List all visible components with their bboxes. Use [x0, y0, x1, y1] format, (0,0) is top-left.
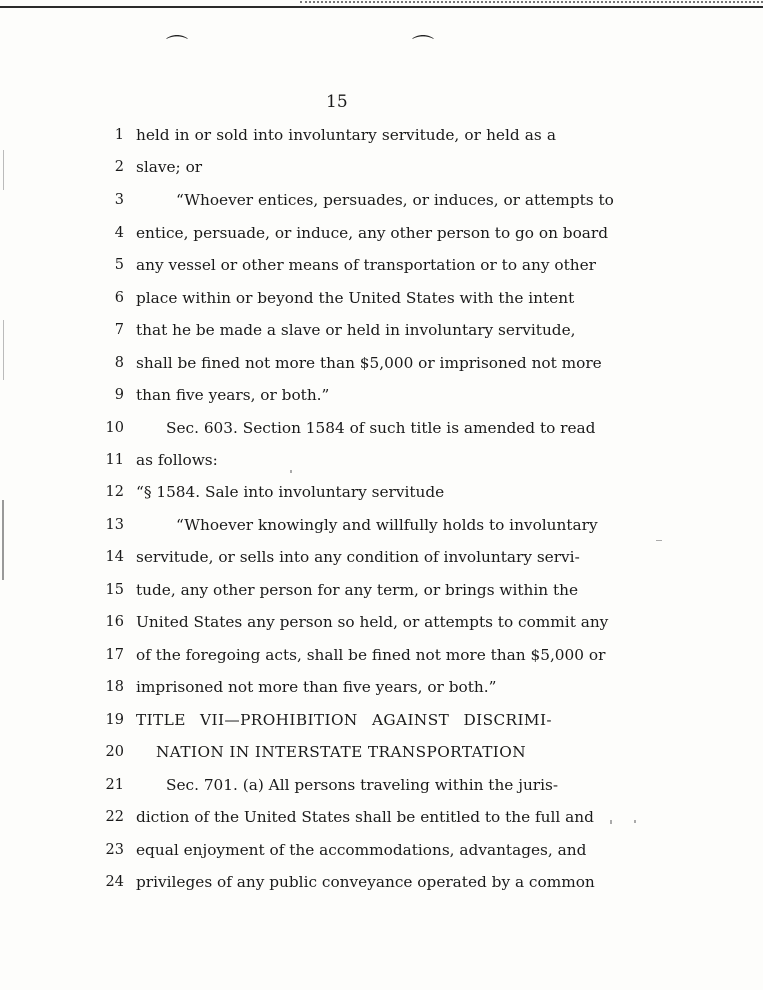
top-border-line: [0, 6, 763, 8]
line-number: 19: [105, 712, 124, 728]
line-text: tude, any other person for any term, or brings within the: [136, 581, 579, 599]
line-number: 3: [114, 192, 124, 208]
line-number: 9: [114, 387, 124, 403]
title-heading-line: NATION IN INTERSTATE TRANSPORTATION: [156, 743, 526, 761]
line-number: 17: [105, 647, 124, 663]
line-text: diction of the United States shall be entitled to the full and: [136, 808, 594, 826]
line-text: imprisoned not more than five years, or both.”: [136, 678, 497, 696]
binder-hole-mark-left: ⌒: [166, 35, 189, 60]
line-text: United States any person so held, or attempts to commit any: [136, 613, 609, 631]
page-number: 15: [326, 92, 348, 112]
line-number: 24: [105, 874, 124, 890]
scan-speck: [634, 820, 636, 823]
line-number: 16: [105, 614, 124, 630]
scan-edge-mark: [2, 500, 4, 580]
title-heading-line: TITLE VII—PROHIBITION AGAINST DISCRIMI-: [136, 711, 552, 729]
scan-speck: [610, 820, 612, 824]
line-number: 20: [105, 744, 124, 760]
line-number: 6: [114, 290, 124, 306]
line-number: 1: [114, 127, 124, 143]
line-text: as follows:: [136, 451, 218, 469]
line-number: 14: [105, 549, 124, 565]
line-text: slave; or: [136, 158, 203, 176]
line-number: 4: [114, 225, 124, 241]
line-number: 10: [105, 420, 124, 436]
binder-hole-mark-right: ⌒: [412, 35, 435, 60]
line-number: 22: [105, 809, 124, 825]
line-number: 21: [105, 777, 124, 793]
line-text: Sec. 603. Section 1584 of such title is amended to read: [166, 419, 596, 437]
line-text: that he be made a slave or held in involuntary servitude,: [136, 321, 576, 339]
scan-edge-mark: [3, 150, 4, 190]
line-text: “Whoever entices, persuades, or induces, or attempts to: [176, 191, 614, 209]
line-text: any vessel or other means of transportation or to any other: [136, 256, 596, 274]
line-text: entice, persuade, or induce, any other person to go on board: [136, 224, 609, 242]
line-text: “§ 1584. Sale into involuntary servitude: [136, 483, 445, 501]
scan-edge-mark: [3, 320, 4, 380]
line-text: privileges of any public conveyance operated by a common: [136, 873, 595, 891]
line-text: held in or sold into involuntary servitude, or held as a: [136, 126, 556, 144]
line-number: 11: [105, 452, 124, 468]
line-text: shall be fined not more than $5,000 or imprisoned not more: [136, 354, 602, 372]
line-text: Sec. 701. (a) All persons traveling within the juris-: [166, 776, 559, 794]
line-text: equal enjoyment of the accommodations, advantages, and: [136, 841, 587, 859]
line-number: 5: [114, 257, 124, 273]
line-number: 8: [114, 355, 124, 371]
top-dotted-edge: [300, 1, 763, 3]
scan-speck: [656, 540, 662, 541]
line-number: 13: [105, 517, 124, 533]
line-text: servitude, or sells into any condition of involuntary servi-: [136, 548, 580, 566]
line-number: 15: [105, 582, 124, 598]
scan-speck: [290, 470, 292, 473]
line-number: 18: [105, 679, 124, 695]
line-text: place within or beyond the United States with the intent: [136, 289, 575, 307]
line-number: 12: [105, 484, 124, 500]
line-text: “Whoever knowingly and willfully holds to involuntary: [176, 516, 598, 534]
line-number: 2: [114, 159, 124, 175]
line-text: than five years, or both.”: [136, 386, 330, 404]
line-number: 7: [114, 322, 124, 338]
line-number: 23: [105, 842, 124, 858]
line-text: of the foregoing acts, shall be fined not more than $5,000 or: [136, 646, 606, 664]
